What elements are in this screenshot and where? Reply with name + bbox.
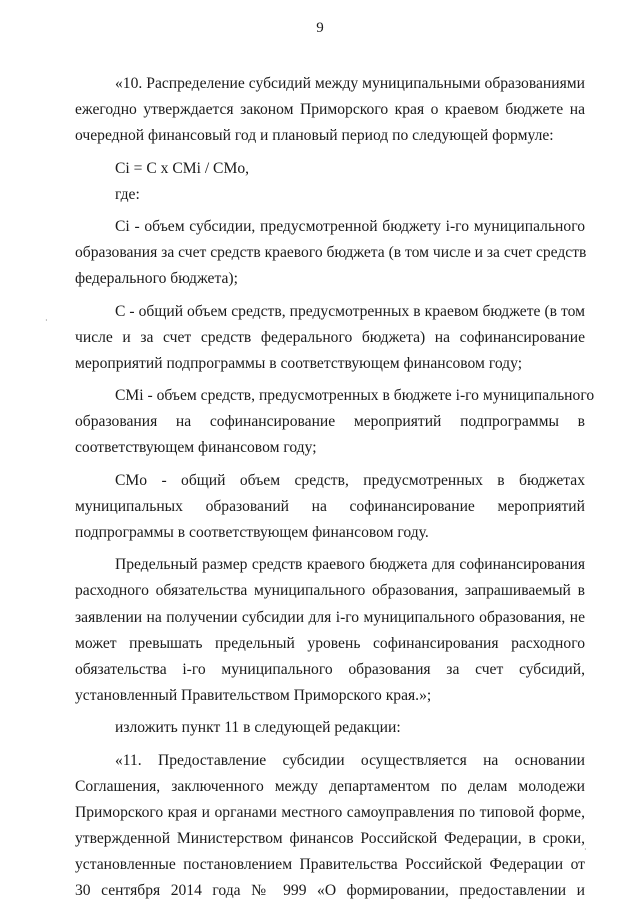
text-line: C - общий объем средств, предусмотренных в краевом бюджете (в том xyxy=(115,302,585,320)
text-line: установленный Правительством Приморского края.»; xyxy=(75,687,432,705)
text-line: образования на софинансирование мероприятий подпрограммы в xyxy=(75,413,585,431)
text-line: ежегодно утверждается законом Приморского края о краевом бюджете на xyxy=(75,101,585,119)
text-line: изложить пункт 11 в следующей редакции: xyxy=(115,719,401,737)
text-line: установленные постановлением Правительства Российской Федерации от xyxy=(75,856,585,874)
text-line: Ci - объем субсидии, предусмотренной бюджету i-го муниципального xyxy=(115,217,585,235)
text-line: «10. Распределение субсидий между муниципальными образованиями xyxy=(115,75,585,92)
text-line: 30 сентября 2014 года № 999 «О формировании, предоставлении и xyxy=(75,882,585,900)
text-line: образования за счет средств краевого бюджета (в том числе и за счет средств xyxy=(75,244,587,262)
text-line: CMo - общий объем средств, предусмотренных в бюджетах xyxy=(115,471,585,489)
text-line: где: xyxy=(115,185,140,203)
text-line: заявлении на получении субсидии для i-го муниципального образования, не xyxy=(75,608,585,626)
text-line: Предельный размер средств краевого бюджета для софинансирования xyxy=(115,556,585,574)
text-line: Соглашения, заключенного между департаментом по делам молодежи xyxy=(75,777,585,795)
text-line: подпрограммы в соответствующем финансовом году. xyxy=(75,524,429,541)
text-line: расходного обязательства муниципального образования, запрашиваемый в xyxy=(75,582,585,600)
page-number: 9 xyxy=(316,20,324,36)
text-line: соответствующем финансовом году; xyxy=(75,439,317,457)
text-line: Ci = C x CMi / CMo, xyxy=(115,159,250,177)
text-line: CMi - объем средств, предусмотренных в бюджете i-го муниципального xyxy=(115,387,595,405)
text-line: «11. Предоставление субсидии осуществляется на основании xyxy=(115,751,585,769)
text-line: числе и за счет средств федерального бюджета) на софинансирование xyxy=(75,328,585,346)
text-line: обязательства i-го муниципального образования за счет субсидий, xyxy=(75,660,585,678)
text-line: муниципальных образований на софинансирование мероприятий xyxy=(75,497,585,515)
text-line: утвержденной Министерством финансов Российской Федерации, в сроки, xyxy=(75,830,585,848)
text-line: может превышать предельный уровень софинансирования расходного xyxy=(75,634,585,652)
text-line: очередной финансовый год и плановый период по следующей формуле: xyxy=(75,127,554,145)
document-body xyxy=(75,71,595,905)
text-line: мероприятий подпрограммы в соответствующем финансовом году; xyxy=(75,354,523,372)
scan-speck: · xyxy=(45,316,48,325)
text-line: Приморского края и органами местного самоуправления по типовой форме, xyxy=(75,803,585,821)
scan-speck: · xyxy=(584,845,587,854)
text-line: федерального бюджета); xyxy=(75,270,238,288)
